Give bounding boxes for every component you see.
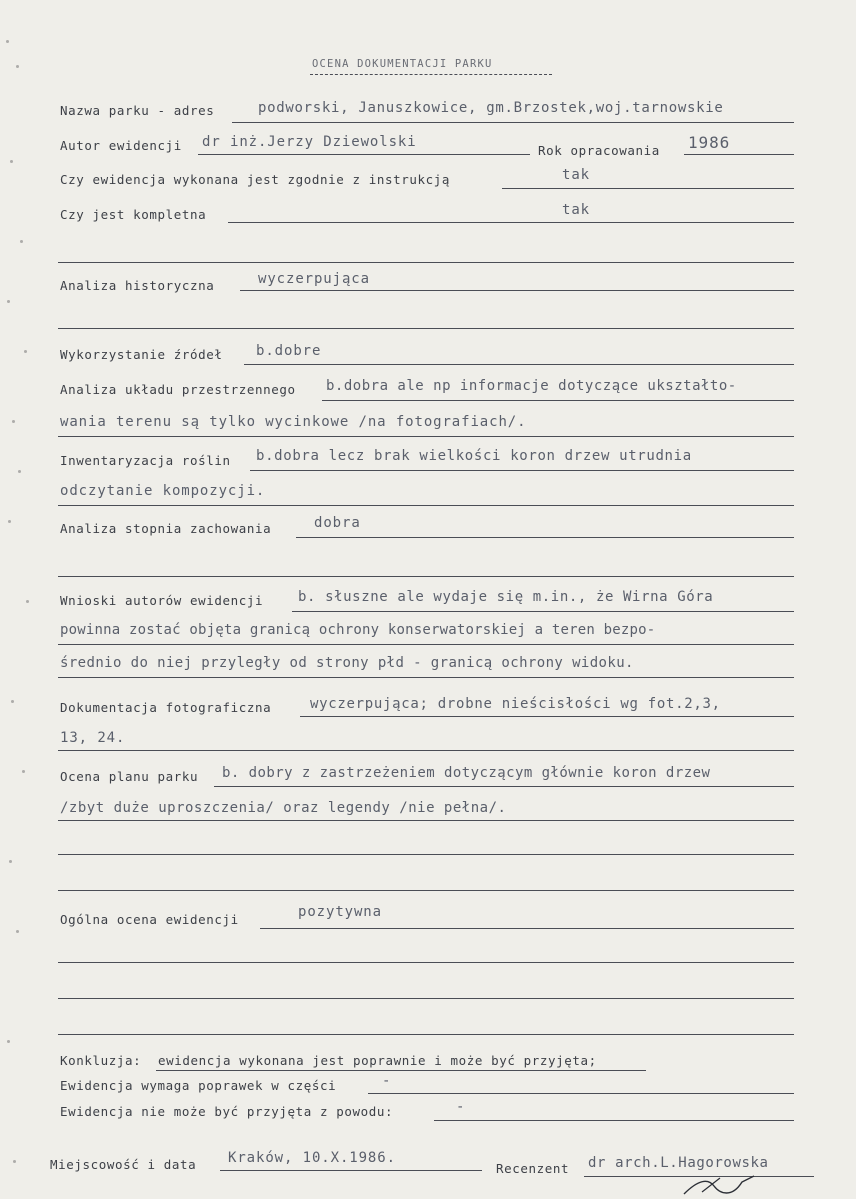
reviewer-value: dr arch.L.Hagorowska (588, 1155, 769, 1171)
complete-line (228, 222, 794, 223)
plan-assessment-line-2 (58, 820, 794, 821)
blank-line-2 (58, 328, 794, 329)
complete-label: Czy jest kompletna (60, 207, 207, 222)
document-title: OCENA DOKUMENTACJI PARKU (312, 58, 493, 70)
spatial-layout-line-2 (58, 436, 794, 437)
conclusion-corrections-value: - (382, 1073, 392, 1089)
place-date-line (220, 1170, 482, 1171)
historical-analysis-line (240, 290, 794, 291)
plan-assessment-value-1: b. dobry z zastrzeżeniem dotyczącym głównie koron drzew (222, 765, 711, 781)
author-label: Autor ewidencji (60, 138, 182, 153)
sources-line (244, 364, 794, 365)
blank-line-6 (58, 962, 794, 963)
title-underline (310, 74, 552, 75)
conclusions-line-3 (58, 677, 794, 678)
complete-value: tak (562, 202, 590, 218)
overall-assessment-line (260, 928, 794, 929)
park-name-value: podworski, Januszkowice, gm.Brzostek,woj.tarnowskie (258, 100, 724, 116)
blank-line-4 (58, 854, 794, 855)
conclusions-line-2 (58, 644, 794, 645)
plant-inventory-line-2 (58, 505, 794, 506)
conclusions-line-1 (292, 611, 794, 612)
plan-assessment-line-1 (214, 786, 794, 787)
sources-value: b.dobre (256, 343, 322, 359)
blank-line-3 (58, 576, 794, 577)
park-name-label: Nazwa parku - adres (60, 103, 215, 118)
spatial-layout-value-1: b.dobra ale np informacje dotyczące ukształto- (326, 378, 737, 394)
conclusion-corrections-line (368, 1093, 794, 1094)
blank-line-1 (58, 262, 794, 263)
historical-analysis-label: Analiza historyczna (60, 278, 215, 293)
instruction-label: Czy ewidencja wykonana jest zgodnie z instrukcją (60, 172, 451, 187)
blank-line-5 (58, 890, 794, 891)
blank-line-7 (58, 998, 794, 999)
conclusions-value-3: średnio do niej przyległy od strony płd - granicą ochrony widoku. (60, 655, 634, 671)
spatial-layout-value-2: wania terenu są tylko wycinkowe /na fotografiach/. (60, 414, 527, 430)
conclusions-value-2: powinna zostać objęta granicą ochrony konserwatorskiej a teren bezpo- (60, 622, 656, 638)
conclusion-option-rejected: Ewidencja nie może być przyjęta z powodu: (60, 1104, 394, 1119)
sources-label: Wykorzystanie źródeł (60, 347, 223, 362)
instruction-value: tak (562, 167, 590, 183)
handwritten-signature (680, 1172, 760, 1198)
place-date-value: Kraków, 10.X.1986. (228, 1150, 396, 1166)
year-value: 1986 (688, 133, 731, 152)
preservation-value: dobra (314, 515, 361, 531)
year-line (684, 154, 794, 155)
overall-assessment-value: pozytywna (298, 904, 382, 920)
plant-inventory-line-1 (250, 470, 794, 471)
place-date-label: Miejscowość i data (50, 1157, 197, 1172)
conclusion-rejected-line (434, 1120, 794, 1121)
preservation-label: Analiza stopnia zachowania (60, 521, 272, 536)
instruction-line (502, 188, 794, 189)
plant-inventory-value-2: odczytanie kompozycji. (60, 483, 266, 499)
conclusion-rejected-value: - (456, 1099, 466, 1115)
reviewer-label: Recenzent (496, 1161, 570, 1176)
conclusion-option-corrections: Ewidencja wymaga poprawek w części (60, 1078, 337, 1093)
photo-documentation-label: Dokumentacja fotograficzna (60, 700, 272, 715)
conclusion-label: Konkluzja: (60, 1053, 142, 1068)
overall-assessment-label: Ogólna ocena ewidencji (60, 912, 239, 927)
conclusion-option-accepted: ewidencja wykonana jest poprawnie i może być przyjęta; (158, 1053, 597, 1068)
author-value: dr inż.Jerzy Dziewolski (202, 134, 417, 150)
plant-inventory-value-1: b.dobra lecz brak wielkości koron drzew utrudnia (256, 448, 692, 464)
photo-documentation-line-2 (58, 750, 794, 751)
spatial-layout-label: Analiza układu przestrzennego (60, 382, 296, 397)
photo-documentation-value-1: wyczerpująca; drobne nieścisłości wg fot.2,3, (310, 696, 721, 712)
photo-documentation-value-2: 13, 24. (60, 730, 126, 746)
plan-assessment-value-2: /zbyt duże uproszczenia/ oraz legendy /nie pełna/. (60, 800, 507, 816)
photo-documentation-line-1 (300, 716, 794, 717)
park-name-line (232, 122, 794, 123)
conclusions-value-1: b. słuszne ale wydaje się m.in., że Wirna Góra (298, 589, 714, 605)
author-line (198, 154, 530, 155)
conclusion-option-accepted-underline (156, 1070, 646, 1071)
plan-assessment-label: Ocena planu parku (60, 769, 199, 784)
historical-analysis-value: wyczerpująca (258, 271, 370, 287)
conclusions-label: Wnioski autorów ewidencji (60, 593, 264, 608)
blank-line-8 (58, 1034, 794, 1035)
margin-perforation (4, 0, 40, 1199)
spatial-layout-line-1 (322, 400, 794, 401)
plant-inventory-label: Inwentaryzacja roślin (60, 453, 231, 468)
preservation-line (296, 537, 794, 538)
year-label: Rok opracowania (538, 143, 660, 158)
